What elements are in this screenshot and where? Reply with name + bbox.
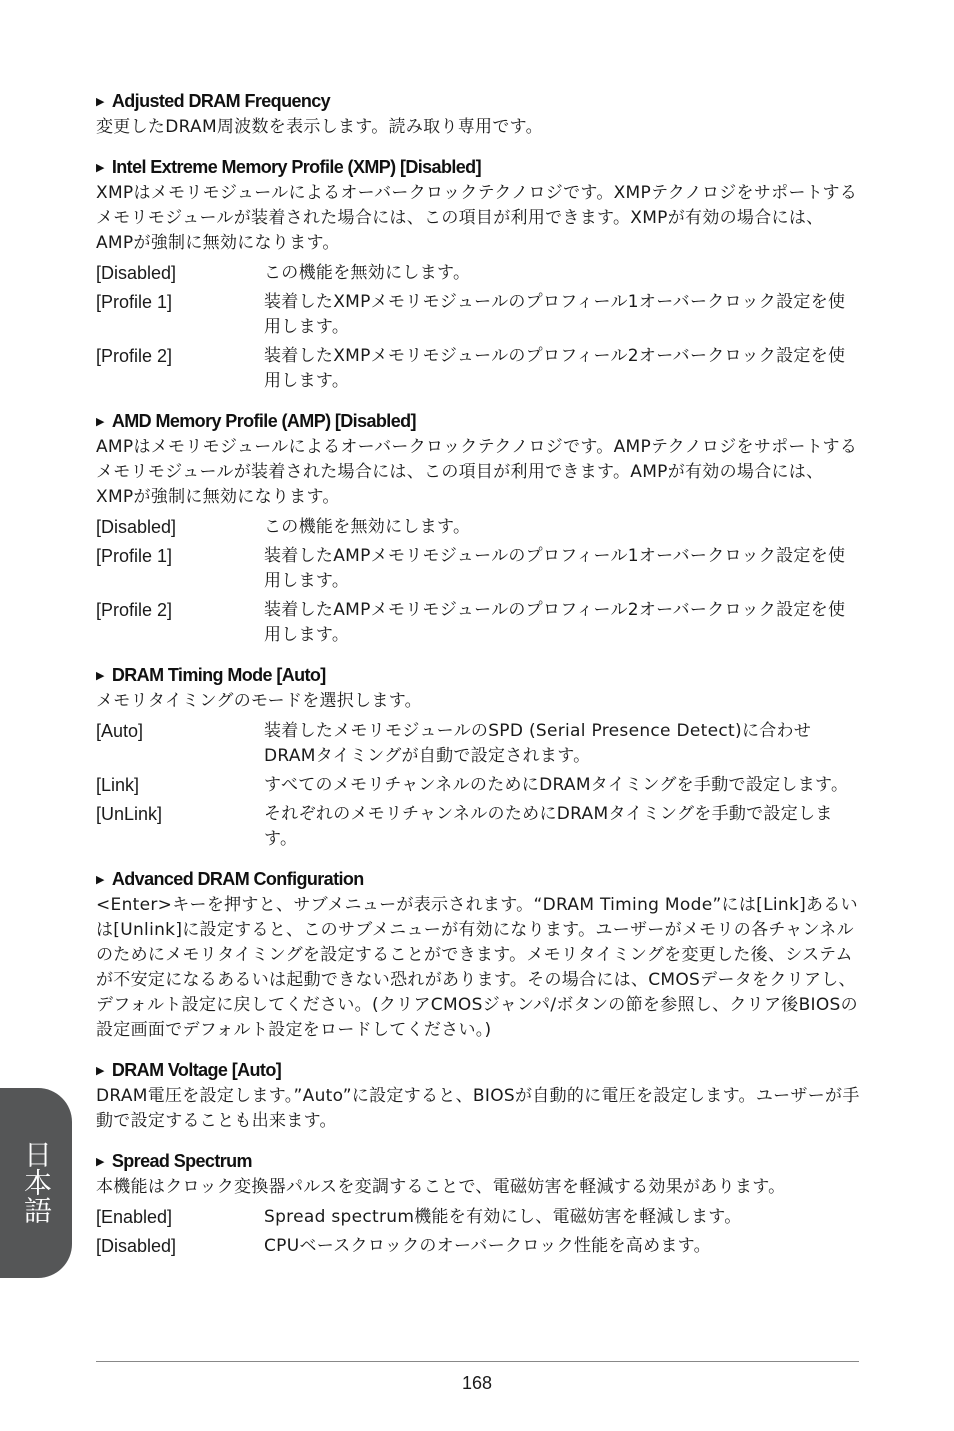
option-key: [UnLink] bbox=[96, 804, 163, 824]
section-title bbox=[96, 866, 860, 893]
option-description: この機能を無効にします。 bbox=[264, 263, 471, 283]
language-tab-label: 日本語 bbox=[20, 1140, 53, 1224]
option-key: [Enabled] bbox=[96, 1207, 173, 1227]
option-row bbox=[96, 515, 860, 540]
bullet-triangle-icon: ▶ bbox=[96, 874, 104, 886]
option-row bbox=[96, 290, 860, 340]
section-description: 変更したDRAM周波数を表示します。読み取り専用です。 bbox=[96, 117, 543, 137]
bullet-triangle-icon: ▶ bbox=[96, 96, 104, 108]
page-number: 168 bbox=[461, 1373, 493, 1393]
bullet-triangle-icon: ▶ bbox=[96, 162, 104, 174]
option-description: すべてのメモリチャンネルのためにDRAMタイミングを手動で設定します。 bbox=[264, 775, 849, 795]
option-row bbox=[96, 261, 860, 286]
section-title-text: Advanced DRAM Configuration bbox=[111, 869, 364, 889]
section-dram-timing-mode bbox=[96, 662, 860, 852]
option-list bbox=[96, 261, 860, 394]
section-intel-xmp bbox=[96, 154, 860, 394]
option-row bbox=[96, 544, 860, 594]
option-key: [Profile 1] bbox=[96, 546, 173, 566]
option-row bbox=[96, 719, 860, 769]
section-title bbox=[96, 1148, 860, 1175]
option-description: 装着したXMPメモリモジュールのプロフィール2オーバークロック設定を使用します。 bbox=[264, 346, 846, 391]
option-key: [Disabled] bbox=[96, 263, 177, 283]
section-title bbox=[96, 662, 860, 689]
section-title-text: AMD Memory Profile (AMP) [Disabled] bbox=[111, 411, 416, 431]
section-title bbox=[96, 88, 860, 115]
section-spread-spectrum bbox=[96, 1148, 860, 1259]
section-description: <Enter>キーを押すと、サブメニューが表示されます。“DRAM Timing Mode”には[Link]あるいは[Unlink]に設定すると、このサブメニューが有効になります。ユーザーがメモリの各チャンネルのためにメモリタイミングを設定することができます。メモリタイミングを変更した後、システムが不安定になるあるいは起動できない恐れがあります。その場合には、CMOSデータをクリアし、デフォルト設定に戻してください。(クリアCMOSジャンパ/ボタンの節を参照し、クリア後BIOSの設定画面でデフォルト設定をロードしてください。) bbox=[96, 895, 858, 1040]
option-description: それぞれのメモリチャンネルのためにDRAMタイミングを手動で設定します。 bbox=[264, 804, 833, 849]
option-description: この機能を無効にします。 bbox=[264, 517, 471, 537]
option-row bbox=[96, 1234, 860, 1259]
option-list bbox=[96, 1205, 860, 1259]
option-key: [Disabled] bbox=[96, 517, 177, 537]
option-description: 装着したXMPメモリモジュールのプロフィール1オーバークロック設定を使用します。 bbox=[264, 292, 846, 337]
section-title bbox=[96, 408, 860, 435]
section-title-text: Adjusted DRAM Frequency bbox=[111, 91, 331, 111]
section-advanced-dram-configuration bbox=[96, 866, 860, 1043]
section-description: AMPはメモリモジュールによるオーバークロックテクノロジです。AMPテクノロジをサポートするメモリモジュールが装着された場合には、この項目が利用できます。AMPが有効の場合には、XMPが強制に無効になります。 bbox=[96, 437, 858, 507]
section-dram-voltage bbox=[96, 1057, 860, 1134]
section-amd-amp bbox=[96, 408, 860, 648]
option-row bbox=[96, 1205, 860, 1230]
option-description: CPUベースクロックのオーバークロック性能を高めます。 bbox=[264, 1236, 711, 1256]
section-title-text: Intel Extreme Memory Profile (XMP) [Disabled] bbox=[111, 157, 481, 177]
option-row bbox=[96, 802, 860, 852]
option-key: [Link] bbox=[96, 775, 140, 795]
option-description: 装着したAMPメモリモジュールのプロフィール1オーバークロック設定を使用します。 bbox=[264, 546, 846, 591]
section-description: メモリタイミングのモードを選択します。 bbox=[96, 691, 422, 711]
section-title bbox=[96, 154, 860, 181]
section-description: XMPはメモリモジュールによるオーバークロックテクノロジです。XMPテクノロジをサポートするメモリモジュールが装着された場合には、この項目が利用できます。XMPが有効の場合には、AMPが強制に無効になります。 bbox=[96, 183, 858, 253]
option-key: [Auto] bbox=[96, 721, 144, 741]
option-description: 装着したAMPメモリモジュールのプロフィール2オーバークロック設定を使用します。 bbox=[264, 600, 846, 645]
bullet-triangle-icon: ▶ bbox=[96, 670, 104, 682]
bullet-triangle-icon: ▶ bbox=[96, 416, 104, 428]
footer-divider bbox=[96, 1361, 859, 1362]
option-list bbox=[96, 515, 860, 648]
option-description: 装着したメモリモジュールのSPD (Serial Presence Detect)に合わせDRAMタイミングが自動で設定されます。 bbox=[264, 721, 812, 766]
section-description: 本機能はクロック変換器パルスを変調することで、電磁妨害を軽減する効果があります。 bbox=[96, 1177, 786, 1197]
option-row bbox=[96, 773, 860, 798]
manual-content bbox=[96, 88, 860, 1273]
section-title-text: Spread Spectrum bbox=[111, 1151, 252, 1171]
section-description: DRAM電圧を設定します。”Auto”に設定すると、BIOSが自動的に電圧を設定します。ユーザーが手動で設定することも出来ます。 bbox=[96, 1086, 860, 1131]
bullet-triangle-icon: ▶ bbox=[96, 1156, 104, 1168]
section-title-text: DRAM Timing Mode [Auto] bbox=[111, 665, 326, 685]
option-key: [Disabled] bbox=[96, 1236, 177, 1256]
bullet-triangle-icon: ▶ bbox=[96, 1065, 104, 1077]
option-key: [Profile 2] bbox=[96, 346, 173, 366]
option-key: [Profile 1] bbox=[96, 292, 173, 312]
option-key: [Profile 2] bbox=[96, 600, 173, 620]
option-list bbox=[96, 719, 860, 852]
option-description: Spread spectrum機能を有効にし、電磁妨害を軽減します。 bbox=[264, 1207, 742, 1227]
section-adjusted-dram-frequency bbox=[96, 88, 860, 140]
option-row bbox=[96, 598, 860, 648]
section-title bbox=[96, 1057, 860, 1084]
section-title-text: DRAM Voltage [Auto] bbox=[111, 1060, 282, 1080]
language-side-tab bbox=[0, 1088, 72, 1278]
option-row bbox=[96, 344, 860, 394]
